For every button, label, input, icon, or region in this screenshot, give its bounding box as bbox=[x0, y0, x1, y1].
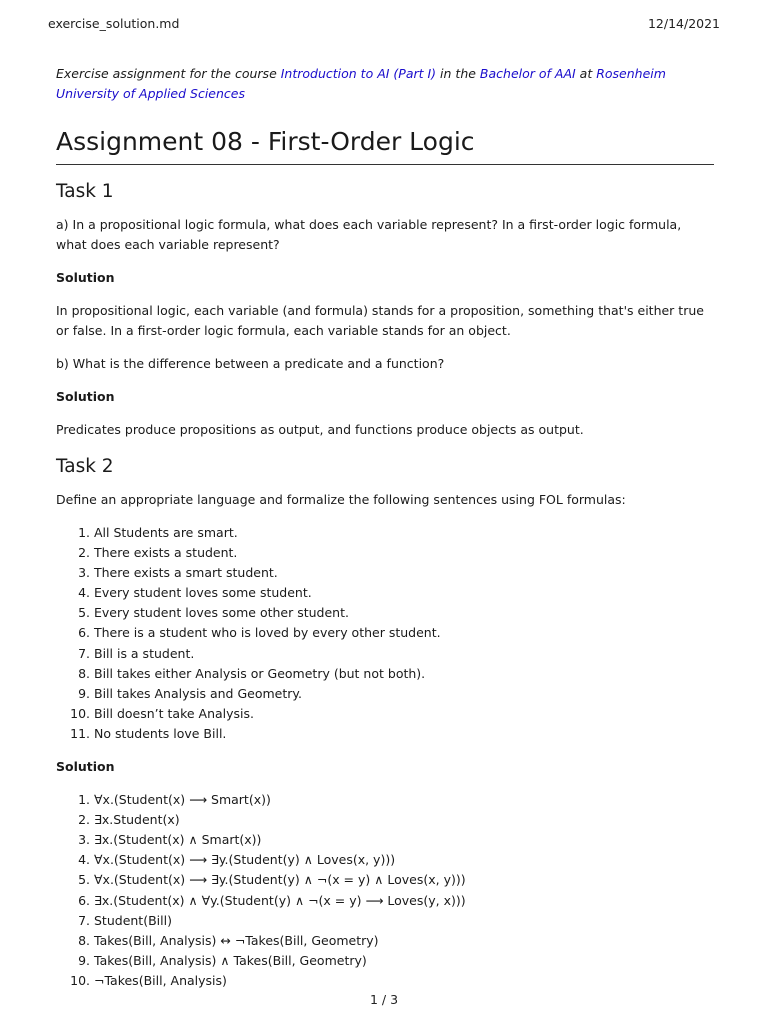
list-item: 9. Takes(Bill, Analysis) ∧ Takes(Bill, Geometry) bbox=[94, 951, 714, 971]
university-link[interactable]: Rosenheim University of Applied Sciences bbox=[56, 66, 666, 101]
list-item: 7. Student(Bill) bbox=[94, 911, 714, 931]
list-item: 8. Bill takes either Analysis or Geometry (but not both). bbox=[94, 664, 714, 684]
list-item: 10. ¬Takes(Bill, Analysis) bbox=[94, 971, 714, 991]
solution-label: Solution bbox=[56, 759, 115, 775]
solution-label: Solution bbox=[56, 270, 115, 285]
task1-solution-b: Predicates produce propositions as output, and functions produce objects as output. bbox=[56, 422, 584, 437]
list-item: 2. There exists a student. bbox=[94, 543, 714, 563]
document-body bbox=[56, 64, 714, 991]
list-item: 7. Bill is a student. bbox=[94, 644, 714, 664]
list-item: 2. ∃x.Student(x) bbox=[94, 810, 714, 830]
formula-list bbox=[56, 790, 714, 991]
list-item: 4. ∀x.(Student(x) ⟶ ∃y.(Student(y) ∧ Loves(x, y))) bbox=[94, 850, 714, 870]
list-item: 6. There is a student who is loved by every other student. bbox=[94, 623, 714, 643]
sentence-list bbox=[56, 523, 714, 744]
page-number: 1 / 3 bbox=[369, 992, 399, 1007]
task2-intro: Define an appropriate language and formalize the following sentences using FOL formulas: bbox=[56, 492, 626, 507]
task1-question-a: a) In a propositional logic formula, what does each variable represent? In a first-order logic formula, what does each variable represent? bbox=[56, 217, 682, 252]
course-link[interactable]: Introduction to AI (Part I) bbox=[280, 66, 437, 81]
intro-text: in the bbox=[436, 66, 480, 81]
list-item: 1. All Students are smart. bbox=[94, 523, 714, 543]
list-item: 4. Every student loves some student. bbox=[94, 583, 714, 603]
list-item: 3. There exists a smart student. bbox=[94, 563, 714, 583]
list-item: 11. No students love Bill. bbox=[94, 724, 714, 744]
task1-solution-a: In propositional logic, each variable (and formula) stands for a proposition, something that's either true or false. In a first-order logic formula, each variable stands for an object. bbox=[56, 303, 704, 338]
list-item: 3. ∃x.(Student(x) ∧ Smart(x)) bbox=[94, 830, 714, 850]
list-item: 1. ∀x.(Student(x) ⟶ Smart(x)) bbox=[94, 790, 714, 810]
list-item: 6. ∃x.(Student(x) ∧ ∀y.(Student(y) ∧ ¬(x = y) ⟶ Loves(y, x))) bbox=[94, 891, 714, 911]
task2-heading: Task 2 bbox=[56, 456, 114, 477]
intro-text: Exercise assignment for the course bbox=[56, 66, 281, 81]
header-filename: exercise_solution.md bbox=[48, 16, 180, 31]
page-title: Assignment 08 - First-Order Logic bbox=[56, 126, 714, 165]
list-item: 10. Bill doesn’t take Analysis. bbox=[94, 704, 714, 724]
program-link[interactable]: Bachelor of AAI bbox=[479, 66, 576, 81]
list-item: 9. Bill takes Analysis and Geometry. bbox=[94, 684, 714, 704]
list-item: 5. ∀x.(Student(x) ⟶ ∃y.(Student(y) ∧ ¬(x = y) ∧ Loves(x, y))) bbox=[94, 870, 714, 890]
list-item: 5. Every student loves some other student. bbox=[94, 603, 714, 623]
list-item: 8. Takes(Bill, Analysis) ↔ ¬Takes(Bill, Geometry) bbox=[94, 931, 714, 951]
task1-question-b: b) What is the difference between a predicate and a function? bbox=[56, 356, 445, 371]
solution-label: Solution bbox=[56, 389, 115, 404]
header-date: 12/14/2021 bbox=[647, 16, 720, 31]
course-intro bbox=[56, 64, 714, 104]
intro-text: at bbox=[575, 66, 597, 81]
task1-heading: Task 1 bbox=[56, 181, 114, 202]
